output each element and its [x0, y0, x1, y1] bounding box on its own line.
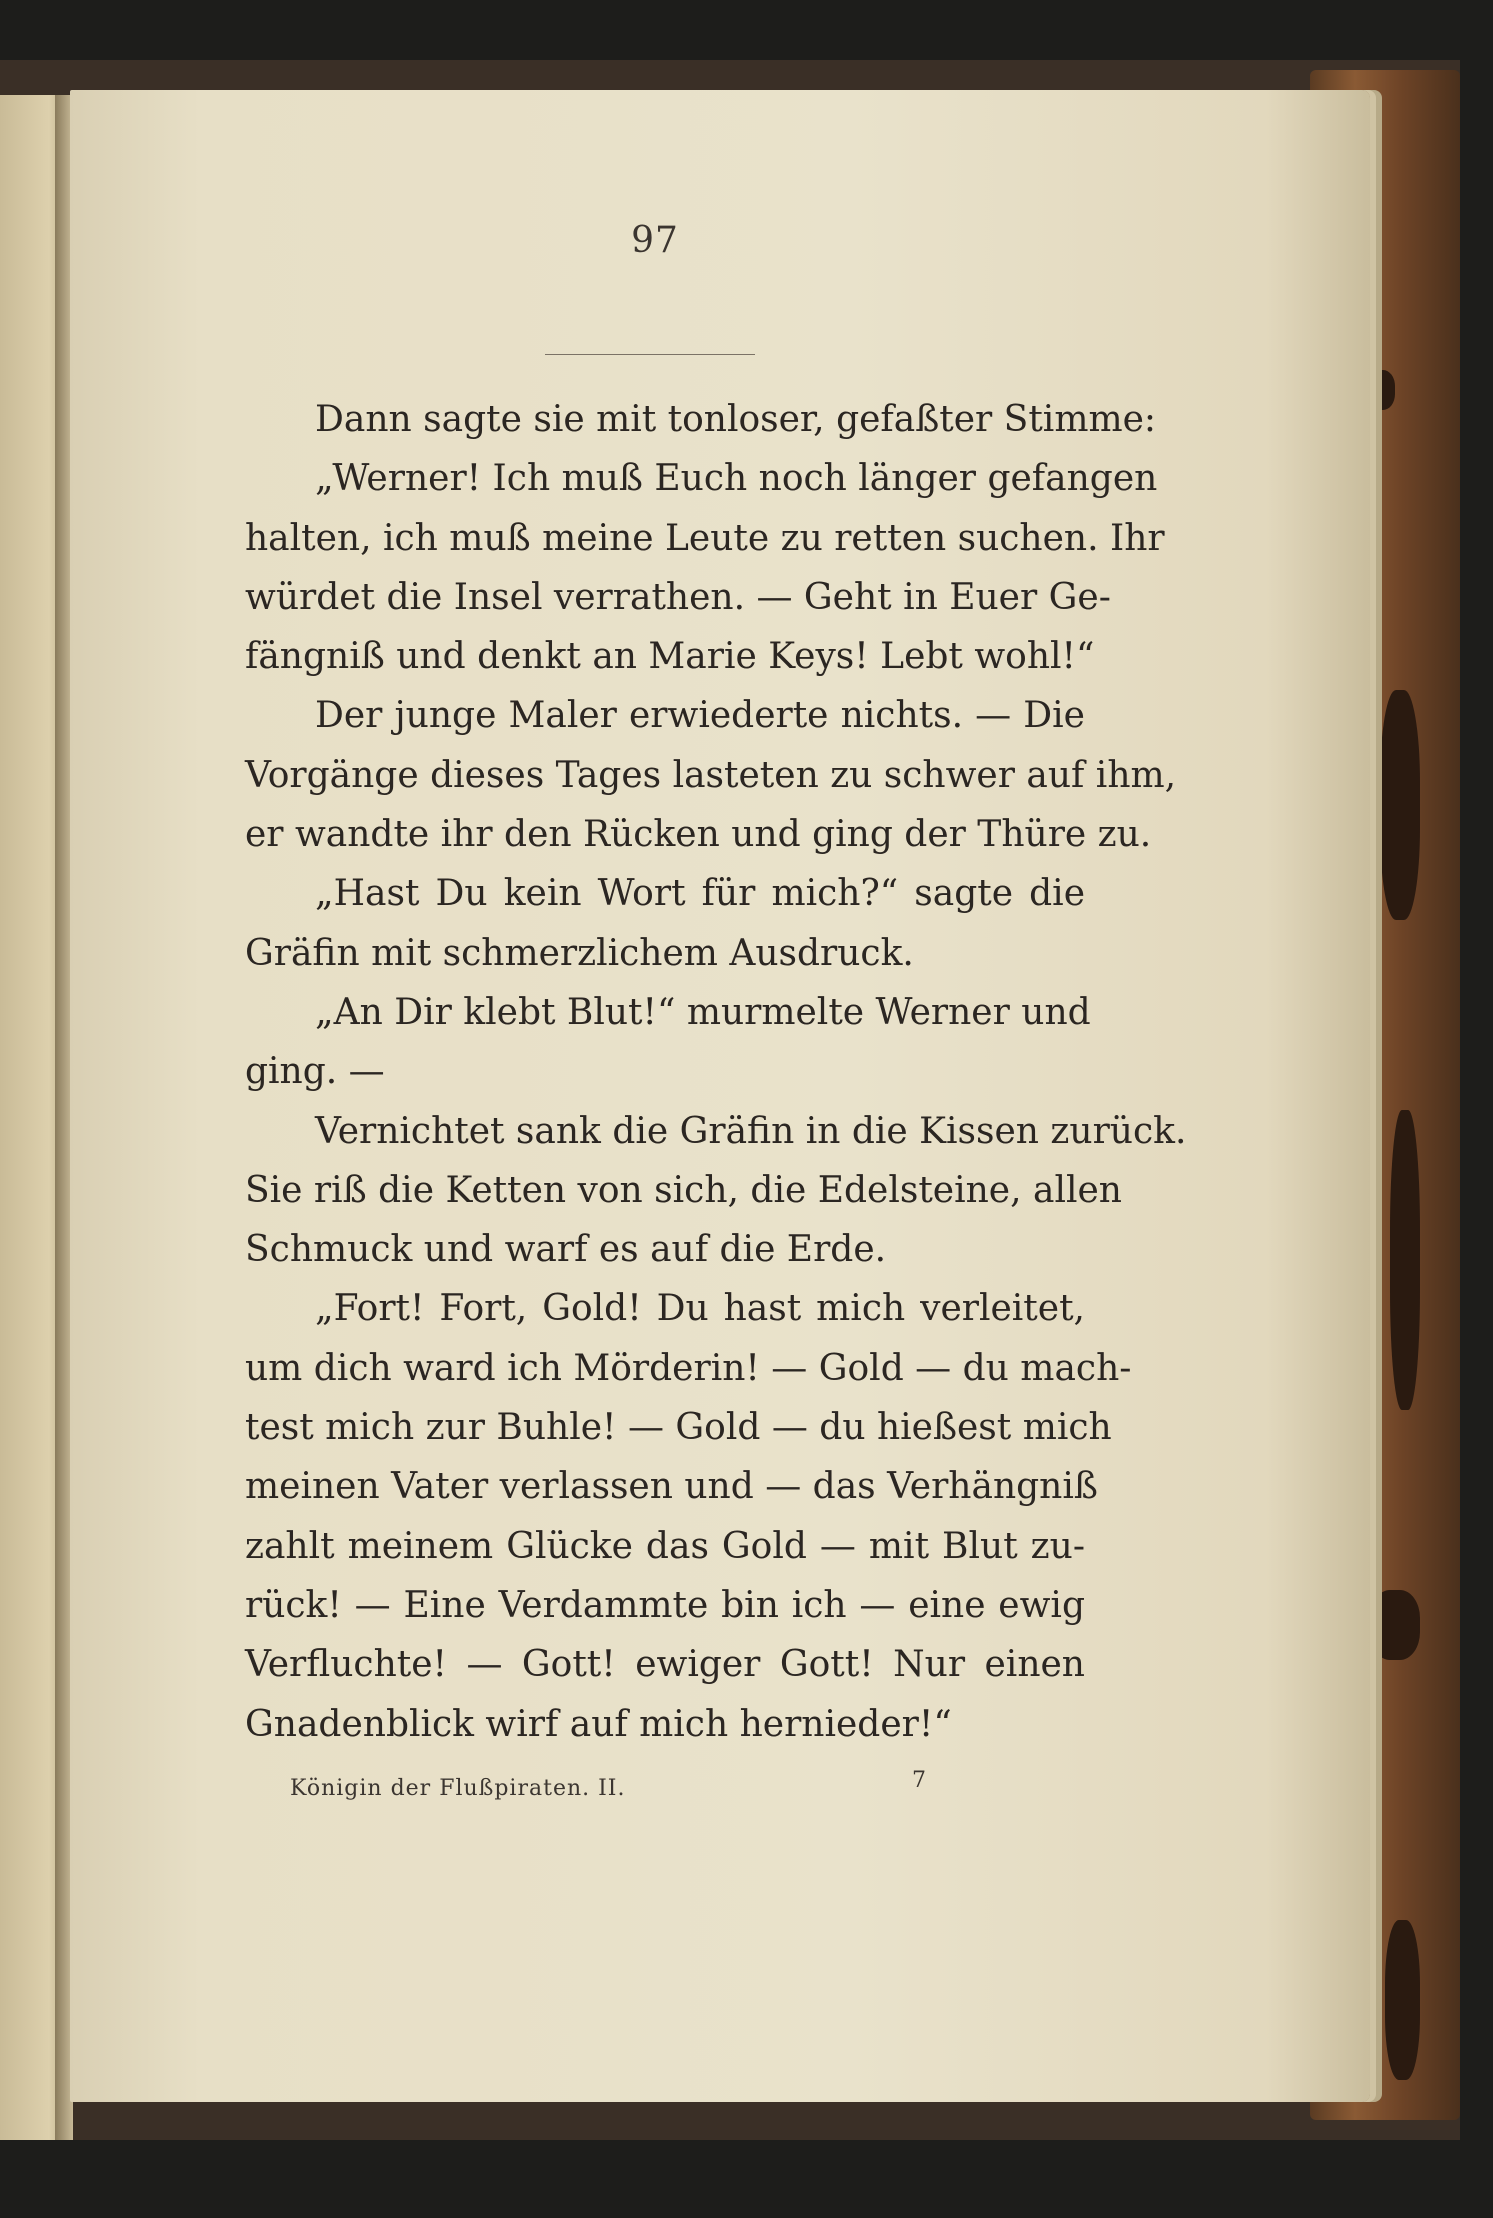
- text-line: Sie riß die Ketten von sich, die Edelsteine, allen: [245, 1169, 1122, 1211]
- text-line: Schmuck und warf es auf die Erde.: [245, 1229, 887, 1271]
- text-line: rück! — Eine Verdammte bin ich — eine ewig: [245, 1584, 1085, 1626]
- text-line: fängniß und denkt an Marie Keys! Lebt wohl!“: [245, 636, 1095, 678]
- signature-mark: 7: [912, 1768, 926, 1793]
- cover-wear-spot: [1385, 1920, 1420, 2080]
- cover-wear-spot: [1390, 1110, 1420, 1410]
- cover-wear-spot: [1380, 690, 1420, 920]
- text-line: „Werner! Ich muß Euch noch länger gefangen: [315, 458, 1158, 500]
- text-line: Dann sagte sie mit tonloser, gefaßter Stimme:: [315, 399, 1157, 440]
- text-line: test mich zur Buhle! — Gold — du hießest mich: [245, 1407, 1112, 1449]
- text-line: würdet die Insel verrathen. — Geht in Euer Ge-: [245, 576, 1111, 618]
- body-text: [245, 390, 1187, 1754]
- text-line: er wandte ihr den Rücken und ging der Thüre zu.: [245, 814, 1152, 856]
- text-line: Gräfin mit schmerzlichem Ausdruck.: [245, 932, 914, 974]
- text-line: Der junge Maler erwiederte nichts. — Die: [315, 695, 1085, 737]
- text-line: um dich ward ich Mörderin! — Gold — du mach-: [245, 1347, 1132, 1389]
- text-line: zahlt meinem Glücke das Gold — mit Blut zu-: [245, 1525, 1085, 1567]
- text-line: Verfluchte! — Gott! ewiger Gott! Nur einen: [245, 1644, 1085, 1686]
- text-line: „Fort! Fort, Gold! Du hast mich verleitet,: [315, 1288, 1085, 1330]
- text-line: Vorgänge dieses Tages lasteten zu schwer auf ihm,: [245, 754, 1177, 796]
- printer-signature: Königin der Flußpiraten. II.: [290, 1776, 626, 1801]
- text-line: halten, ich muß meine Leute zu retten suchen. Ihr: [245, 517, 1165, 559]
- page-number-rule: [545, 354, 755, 355]
- text-line: ging. —: [245, 1051, 385, 1093]
- text-line: meinen Vater verlassen und — das Verhängniß: [245, 1466, 1098, 1508]
- text-line: „An Dir klebt Blut!“ murmelte Werner und: [315, 991, 1091, 1033]
- text-line: Gnadenblick wirf auf mich hernieder!“: [245, 1703, 952, 1745]
- cover-wear-spot: [1370, 1590, 1420, 1660]
- text-line: „Hast Du kein Wort für mich?“ sagte die: [315, 873, 1085, 915]
- text-line: Vernichtet sank die Gräfin in die Kissen zurück.: [315, 1110, 1187, 1152]
- page-number: 97: [631, 220, 679, 261]
